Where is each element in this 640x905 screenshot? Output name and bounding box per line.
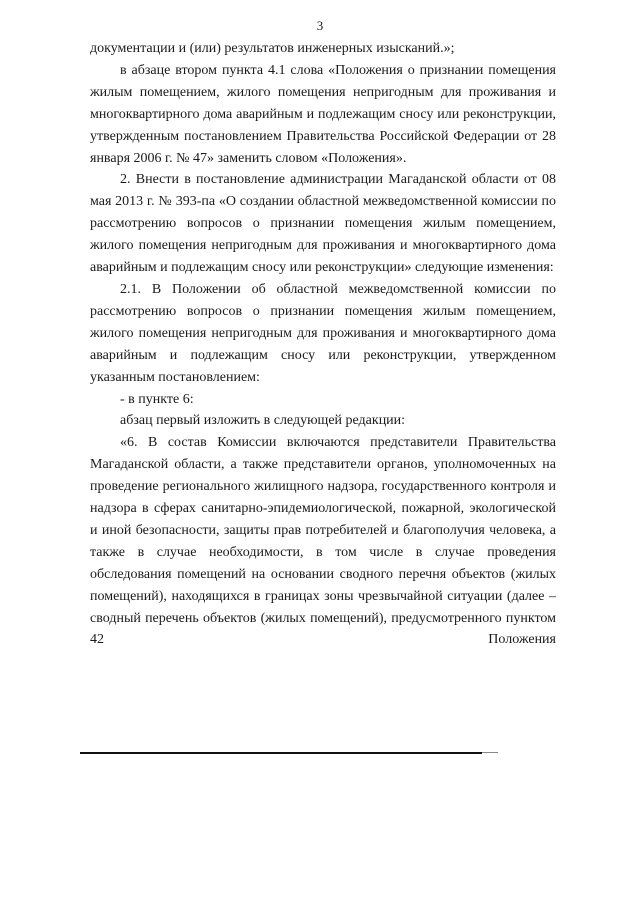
paragraph-item-2: 2. Внести в постановление администрации Магаданской области от 08 мая 2013 г. № 393-па «О создании областной межведомственной комиссии по рассмотрению вопросов о признании помещения жилым помещением, жилого помещения непригодным для проживания и многоквартирного дома аварийным и подлежащим сносу или реконструкции» следующие изменения: [90, 172, 556, 276]
paragraph-new-wording-6: «6. В состав Комиссии включаются представители Правительства Магаданской области, а также представители органов, уполномоченных на проведение регионального жилищного надзора, государственного контроля и надзора в сферах санитарно-эпидемиологической, пожарной, экологической и иной безопасности, защиты прав потребителей и благополучия человека, а также в случае необходимости, в том числе в случае проведения обследования помещений на основании сводного перечня объектов (жилых помещений), находящихся в границах зоны чрезвычайной ситуации (далее – сводный перечень объектов (жилых помещений), предусмотренного пунктом 42 Положения [90, 435, 556, 648]
paragraph-continuation: документации и (или) результатов инженерных изысканий.»; [90, 41, 455, 56]
paragraph-item-2-1: 2.1. В Положении об областной межведомственной комиссии по рассмотрению вопросов о признании помещения жилым помещением, жилого помещения непригодным для проживания и многоквартирного дома аварийным и подлежащим сносу или реконструкции, утвержденном указанным постановлением: [90, 281, 556, 385]
document-body [90, 38, 556, 651]
footer-rule [80, 752, 482, 754]
footer-rule-tail [482, 752, 498, 753]
paragraph-amendment-4-1: в абзаце втором пункта 4.1 слова «Положения о признании помещения жилым помещением, жилого помещения непригодным для проживания и многоквартирного дома аварийным и подлежащим сносу или реконструкции, утвержденным постановлением Правительства Российской Федерации от 28 января 2006 г. № 47» заменить словом «Положения». [90, 62, 556, 166]
paragraph-point-6: - в пункте 6: [120, 391, 194, 407]
paragraph-abzac-first: абзац первый изложить в следующей редакции: [120, 413, 406, 429]
page-number: 3 [316, 18, 324, 33]
